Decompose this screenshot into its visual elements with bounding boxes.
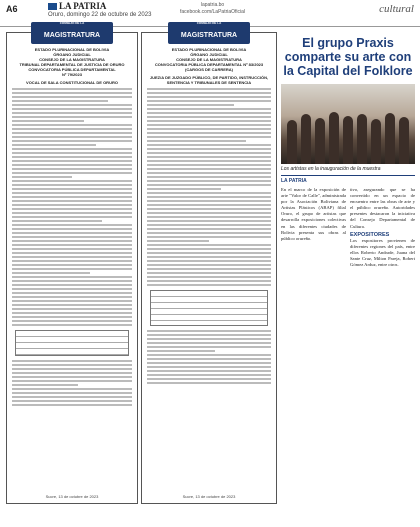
convocatoria-ad-1 xyxy=(6,21,138,504)
ad-body-text xyxy=(12,88,132,326)
ad-title-1: ESTADO PLURINACIONAL DE BOLIVIA ÓRGANO JUDICIAL CONSEJO DE LA MAGISTRATURA TRIBUNAL DEPARTAMENTAL DE JUSTICIA DE ORURO CONVOCATORIA PÚBLICA DEPARTAMENTAL Nº 79/2023 xyxy=(19,47,125,77)
article xyxy=(281,32,415,268)
ad-subtitle-2: JUEZ/A DE JUZGADO PÚBLICO, DE PARTIDO, INSTRUCCIÓN, SENTENCIA Y TRIBUNALES DE SENTENCIA xyxy=(149,75,269,85)
ad-table xyxy=(150,290,268,326)
ad-title-2: ESTADO PLURINACIONAL DE BOLIVIA ÓRGANO JUDICIAL CONSEJO DE LA MAGISTRATURA CONVOCATORIA PÚBLICA DEPARTAMENTAL Nº 83/2023 (CARGOS DE CARRERA) xyxy=(154,47,264,72)
ad-body-text xyxy=(147,88,271,286)
ad-body-text-2 xyxy=(12,360,132,406)
logo-icon xyxy=(48,3,57,10)
magistratura-logo: CONSEJO DE LA MAGISTRATURA xyxy=(31,22,113,44)
article-column-1: En el marco de la exposición de arte "Valor de Calle", administrada por la Asociación Boliviana de Artistas Plásticos (ABAP) filial Oruro, el grupo de artistas que desarrolla exposiciones colectivas en las diferentes ciudades de Bolivia presenta sus obras al público orureño. xyxy=(281,187,346,241)
article-headline: El grupo Praxis comparte su arte con la Capital del Folklore xyxy=(281,32,415,82)
article-column-2: tivo, asegurando que se ha convertido en un espacio de encuentro entre las obras de arte y el público orureño. Autoridades presentes destacaron la iniciativa del Consejo Departamental de Cultura. EXPOSITORES Los expositores provienen de diferentes regiones del país, entre ellos Roberto Andrade, Juana del Sante Cruz, Milton Pareja, Robert Gómez Arduz, entre otros. xyxy=(350,187,415,268)
ad-footer: Sucre, 13 de octubre de 2023 xyxy=(45,494,99,499)
subhead: EXPOSITORES xyxy=(350,231,390,238)
web-info: lapatria.bo facebook.com/LaPatriaOficial xyxy=(180,2,246,15)
magistratura-logo: CONSEJO DE LA MAGISTRATURA xyxy=(168,22,250,44)
newspaper-logo: LA PATRIA xyxy=(48,1,106,11)
article-photo xyxy=(281,84,415,164)
convocatoria-ad-2 xyxy=(141,21,277,504)
ad-table xyxy=(15,330,129,356)
photo-caption: Los artistas en la inauguración de la muestra xyxy=(281,166,381,172)
ad-subtitle-1: VOCAL DE SALA CONSTITUCIONAL DE ORURO xyxy=(26,80,118,85)
section-label: cultural xyxy=(379,3,414,15)
date-line: Oruro, domingo 22 de octubre de 2023 xyxy=(48,12,152,18)
page-number: A6 xyxy=(6,4,18,14)
ad-body-text-2 xyxy=(147,330,271,384)
ad-footer: Sucre, 13 de octubre de 2023 xyxy=(182,494,236,499)
article-byline: LA PATRIA xyxy=(281,175,415,184)
article-body xyxy=(281,187,415,268)
